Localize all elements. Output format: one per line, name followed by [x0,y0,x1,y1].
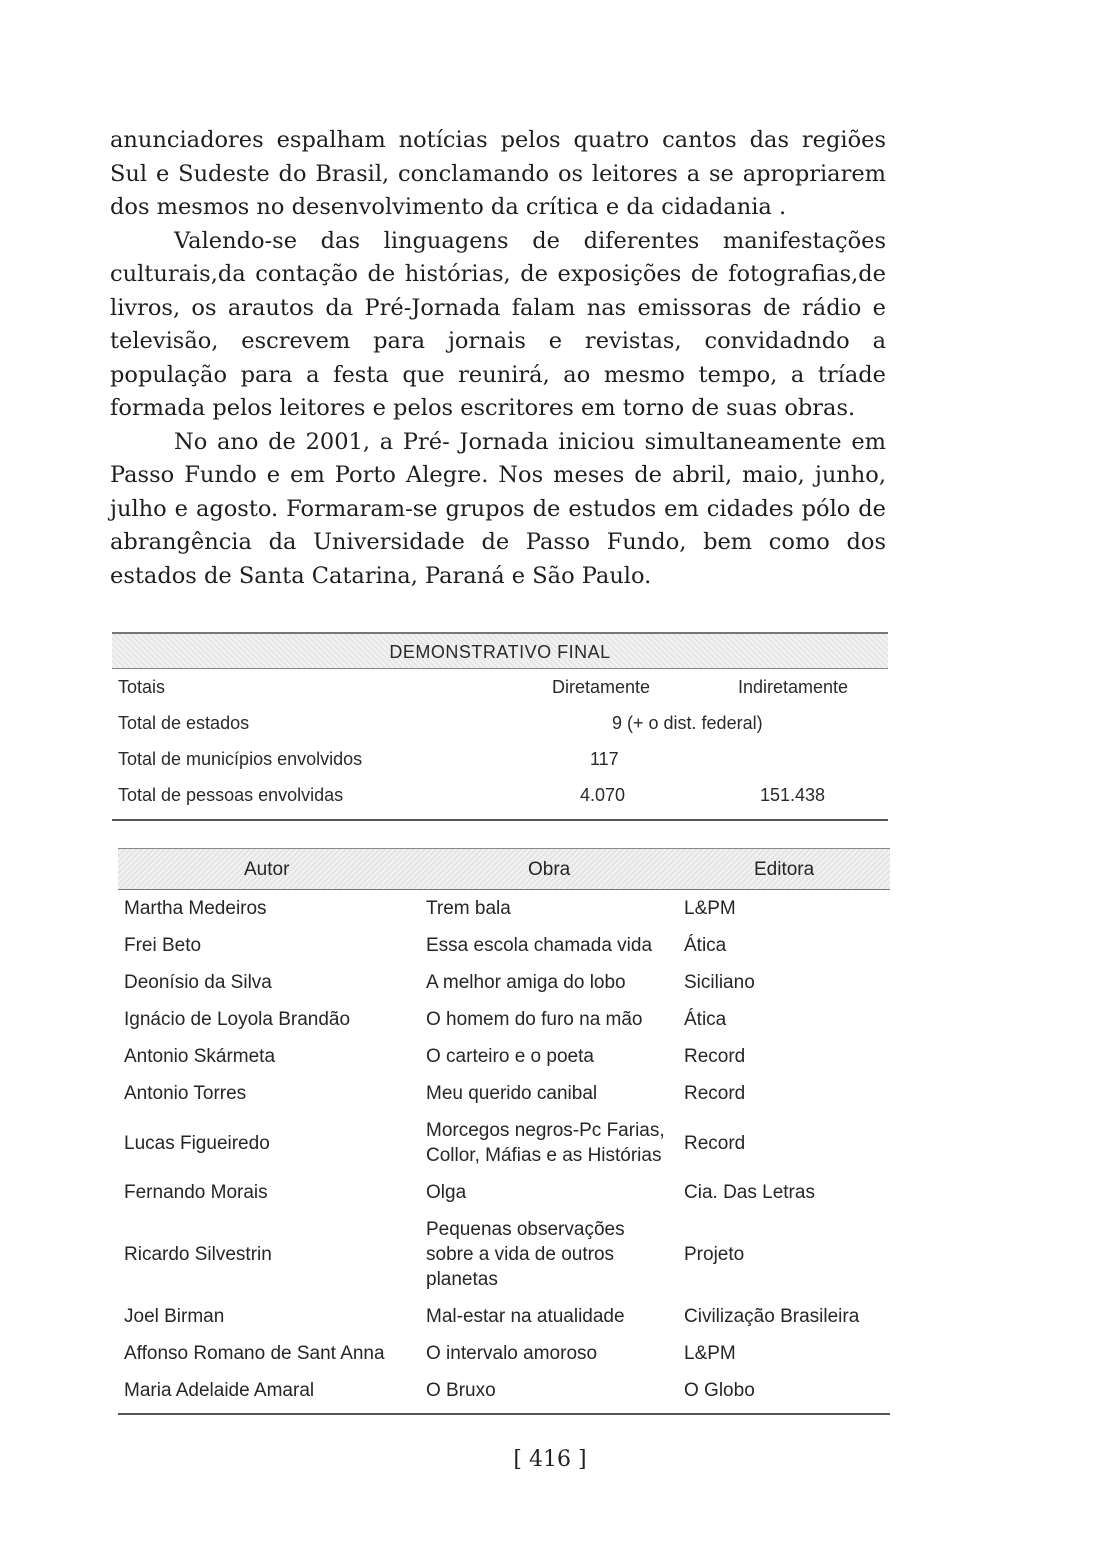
table-row [118,927,890,964]
books-body [118,890,890,1415]
book-author: Ignácio de Loyola Brandão [124,1009,351,1030]
book-work-line: Trem bala [426,898,511,919]
book-author: Lucas Figueiredo [124,1132,270,1154]
book-work [426,1118,665,1168]
summary-row [112,741,888,777]
book-work-line: Pequenas observações [426,1219,625,1240]
book-work [426,1341,597,1366]
page-number: [ 416 ] [513,1447,587,1472]
table-row [118,1372,890,1409]
book-author: Maria Adelaide Amaral [124,1380,315,1401]
summary-header-row [112,669,888,705]
paragraph-3: No ano de 2001, a Pré- Jornada iniciou simultaneamente em Passo Fundo e em Porto Alegre. Nos meses de abril, maio, junho, julho e agosto. Formaram-se grupos de estudos em cidades pólo de abrangência da Universidade de Passo Fundo, bem como dos estados de Santa Catarina, Paraná e São Paulo. [110,428,886,589]
book-work-line: O intervalo amoroso [426,1343,598,1364]
book-work-line: planetas [426,1269,498,1290]
book-author: Deonísio da Silva [124,972,272,993]
table-row [118,1001,890,1038]
table-row [118,1298,890,1335]
summary-header-direct: Diretamente [552,677,651,697]
book-work [426,1217,625,1292]
book-work-line: Morcegos negros-Pc Farias, [426,1120,665,1141]
books-bottom-rule [118,1413,890,1415]
book-work-line: O Bruxo [426,1380,496,1401]
book-publisher: Cia. Das Letras [684,1182,815,1203]
book-author: Fernando Morais [124,1182,268,1203]
summary-row-merged: 9 (+ o dist. federal) [612,713,763,733]
book-work-line: Meu querido canibal [426,1083,598,1104]
book-publisher: Record [684,1132,746,1154]
summary-title-band [112,632,888,669]
book-work-line: O homem do furo na mão [426,1009,643,1030]
book-publisher: Civilização Brasileira [684,1306,860,1327]
books-header-publisher: Editora [754,859,815,880]
book-work-line: Essa escola chamada vida [426,935,653,956]
table-row [118,1038,890,1075]
paragraph-2: Valendo-se das linguagens de diferentes manifestações culturais,da contação de histórias, de exposições de fotografias,de livros, os arautos da Pré-Jornada falam nas emissoras de rádio e televisão, escrevem para jornais e revistas, convidadndo a população para a festa que reunirá, ao mesmo tempo, a tríade formada pelos leitores e pelos escritores em torno de suas obras. [110,227,886,421]
summary-row-indirect: 151.438 [760,785,826,805]
table-row [118,1174,890,1211]
summary-row [112,705,888,741]
book-work-line: O carteiro e o poeta [426,1046,594,1067]
book-publisher: Siciliano [684,972,755,993]
book-publisher: Ática [684,935,727,956]
book-work [426,933,652,958]
summary-bottom-rule [112,813,888,821]
summary-row-direct: 4.070 [580,785,626,805]
summary-row-label: Total de municípios envolvidos [118,749,363,769]
books-header [118,848,890,890]
book-work-line: Collor, Máfias e as Histórias [426,1145,662,1166]
summary-table [112,632,888,821]
table-row [118,1112,890,1174]
book-work [426,1378,496,1403]
summary-header-label: Totais [118,677,166,697]
paragraph-1: anunciadores espalham notícias pelos quatro cantos das regiões Sul e Sudeste do Brasil, conclamando os leitores a se apropriarem dos mesmos no desenvolvimento da crítica e da cidadania . [110,127,886,220]
book-work [426,1180,466,1205]
book-author: Joel Birman [124,1306,225,1327]
books-table [118,848,890,1415]
book-publisher: L&PM [684,898,736,919]
book-author: Ricardo Silvestrin [124,1244,272,1265]
summary-row [112,777,888,813]
book-publisher: Ática [684,1009,727,1030]
body-text [110,124,886,593]
book-author: Martha Medeiros [124,898,267,919]
table-row [118,1335,890,1372]
summary-title: DEMONSTRATIVO FINAL [389,642,611,662]
book-author: Affonso Romano de Sant Anna [124,1343,385,1364]
summary-header-indirect: Indiretamente [738,677,849,697]
book-author: Antonio Torres [124,1083,247,1104]
book-work-line: A melhor amiga do lobo [426,972,626,993]
book-work [426,896,511,921]
books-header-work: Obra [528,859,571,880]
book-work-line: Olga [426,1182,467,1203]
book-publisher: L&PM [684,1343,736,1364]
books-header-author: Autor [244,859,290,880]
book-work [426,1044,594,1069]
book-author: Frei Beto [124,935,202,956]
book-work [426,1007,643,1032]
table-row [118,1075,890,1112]
summary-row-label: Total de estados [118,713,250,733]
book-work-line: sobre a vida de outros [426,1244,615,1265]
book-publisher: Record [684,1083,746,1104]
book-author: Antonio Skármeta [124,1046,276,1067]
table-row [118,890,890,927]
summary-row-label: Total de pessoas envolvidas [118,785,344,805]
table-row [118,964,890,1001]
book-publisher: O Globo [684,1380,755,1401]
book-work-line: Mal-estar na atualidade [426,1306,625,1327]
book-publisher: Projeto [684,1244,745,1265]
book-publisher: Record [684,1046,746,1067]
summary-row-direct: 117 [590,749,619,769]
book-work [426,970,626,995]
book-work [426,1081,597,1106]
book-work [426,1304,625,1329]
table-row [118,1211,890,1298]
